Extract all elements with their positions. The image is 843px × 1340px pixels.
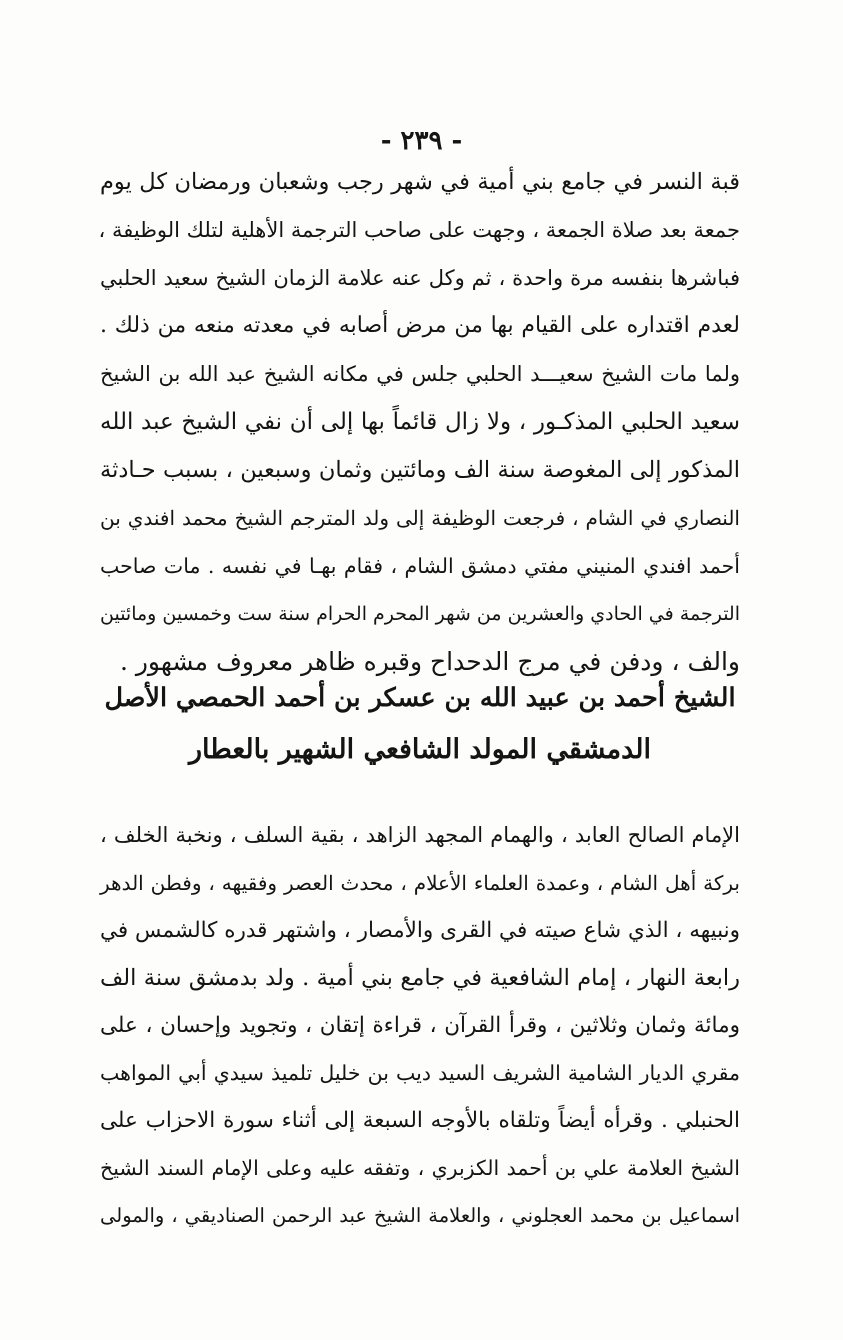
heading-line: الشيخ أحمد بن عبيد الله بن عسكر بن أحمد الحمصي الأصل (104, 683, 736, 713)
text-line: مقري الديار الشامية الشريف السيد ديب بن خليل تلميذ سيدي أبي المواهب (100, 1060, 740, 1085)
text-line: جمعة بعد صلاة الجمعة ، وجهت على صاحب الترجمة الأهلية لتلك الوظيفة ، (98, 218, 740, 242)
text-line: الترجمة في الحادي والعشرين من شهر المحرم الحرام سنة ست وخمسين ومائتين (100, 603, 740, 625)
heading-line: الدمشقي المولد الشافعي الشهير بالعطار (188, 734, 652, 765)
page-number: - ٢٣٩ - (380, 126, 463, 156)
text-line: فباشرها بنفسه مرة واحدة ، ثم وكل عنه علامة الزمان الشيخ سعيد الحلبي (100, 266, 740, 290)
text-line: الحنبلي . وقرأه أيضاً وتلقاه بالأوجه السبعة إلى أثناء سورة الاحزاب على (100, 1108, 740, 1133)
text-line: الإمام الصالح العابد ، والهمام المجهد الزاهد ، بقية السلف ، ونخبة الخلف ، (100, 823, 740, 847)
paragraph-biography-body (100, 812, 740, 1240)
text-line: النصاري في الشام ، فرجعت الوظيفة إلى ولد المترجم الشيخ محمد افندي بن (100, 506, 740, 530)
text-line: رابعة النهار ، إمام الشافعية في جامع بني أمية . ولد بدمشق سنة الف (100, 964, 740, 991)
text-line: قبة النسر في جامع بني أمية في شهر رجب وشعبان ورمضان كل يوم (100, 169, 740, 195)
text-line: أحمد افندي المنيني مفتي دمشق الشام ، فقام بهـا في نفسه . مات صاحب (100, 554, 740, 578)
text-line: المذكور إلى المغوصة سنة الف ومائتين وثمان وسبعين ، بسبب حـادثة (100, 457, 740, 483)
text-line: سعيد الحلبي المذكـور ، ولا زال قائماً بها إلى أن نفي الشيخ عبد الله (100, 409, 740, 435)
text-line: ومائة وثمان وثلاثين ، وقرأ القرآن ، قراءة إتقان ، وتجويد وإحسان ، على (100, 1013, 740, 1038)
text-line: الشيخ العلامة علي بن أحمد الكزبري ، وتفقه عليه وعلى الإمام السند الشيخ (100, 1155, 740, 1180)
biography-heading (100, 672, 740, 776)
text-line: ولما مات الشيخ سعيـــد الحلبي جلس في مكانه الشيخ عبد الله بن الشيخ (100, 362, 740, 386)
text-line: اسماعيل بن محمد العجلوني ، والعلامة الشيخ عبد الرحمن الصناديقي ، والمولى (100, 1204, 740, 1227)
paragraph-previous-biography (100, 158, 740, 686)
text-line: ونبيهه ، الذي شاع صيته في القرى والأمصار ، واشتهر قدره كالشمس في (100, 918, 740, 943)
text-line: لعدم اقتداره على القيام بها من مرض أصابه في معدته منعه من ذلك . (100, 313, 740, 338)
text-line: بركة أهل الشام ، وعمدة العلماء الأعلام ، محدث العصر وفقيهه ، وفطن الدهر (100, 870, 740, 895)
text-line: والف ، ودفن في مرج الدحداح وقبره ظاهر معروف مشهور . (119, 647, 740, 676)
